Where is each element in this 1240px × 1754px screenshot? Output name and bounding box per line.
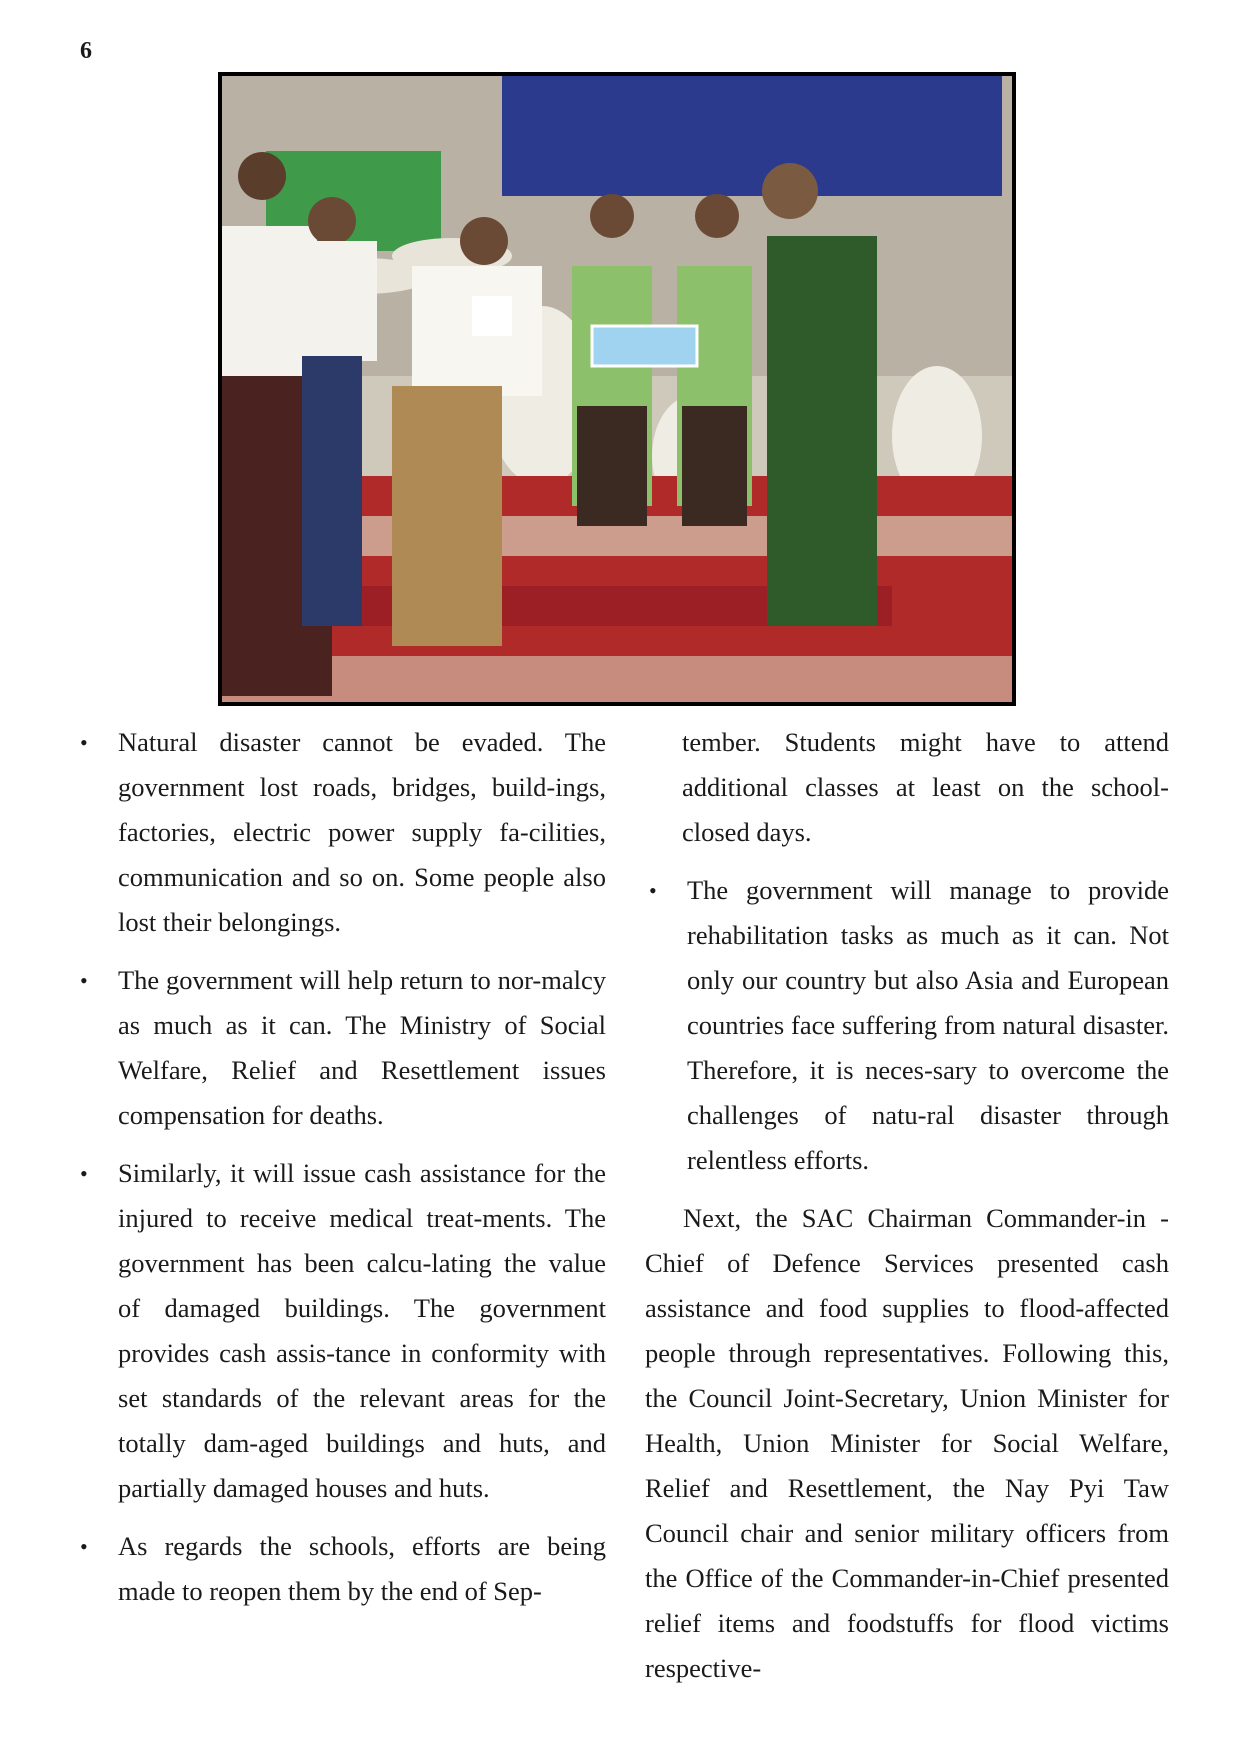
- continued-bullet-text: tember. Students might have to attend additional classes at least on the school-closed days.: [682, 727, 1169, 847]
- bullet-item: • The government will help return to nor-malcy as much as it can. The Ministry of Social Welfare, Relief and Resettlement issues compensation for deaths.: [76, 958, 606, 1138]
- bullet-item: • The government will manage to provide rehabilitation tasks as much as it can. Not only our country but also Asia and European countries face suffering from natural disaster. Therefore, it is neces-sary to overcome the challenges of natu-ral disaster through relentless efforts.: [645, 868, 1169, 1183]
- right-column: [645, 720, 1169, 1691]
- bullet-item: • As regards the schools, efforts are being made to reopen them by the end of Sep-: [76, 1524, 606, 1614]
- bullet-item: • Natural disaster cannot be evaded. The government lost roads, bridges, build-ings, factories, electric power supply fa-cilities, communication and so on. Some people also lost their belongings.: [76, 720, 606, 945]
- left-bullet-list: [76, 720, 606, 1614]
- photo-icon: [222, 76, 1012, 702]
- body-paragraph: Next, the SAC Chairman Commander-in -Chief of Defence Services presented cash assistance and food supplies to flood-affected people through representatives. Following this, the Council Joint-Secretary, Union Minister for Health, Union Minister for Social Welfare, Relief and Resettlement, the Nay Pyi Taw Council chair and senior military officers from the Office of the Commander-in-Chief presented relief items and foodstuffs for flood victims respective-: [645, 1203, 1169, 1683]
- news-photo: [218, 72, 1016, 706]
- page-number: 6: [80, 38, 92, 64]
- bullet-item: • Similarly, it will issue cash assistance for the injured to receive medical treat-ments. The government has been calcu-lating the value of damaged buildings. The government provides cash assis-tance in conformity with set standards of the relevant areas for the totally dam-aged buildings and huts, and partially damaged houses and huts.: [76, 1151, 606, 1511]
- left-column: [76, 720, 606, 1627]
- right-bullet-list: [645, 868, 1169, 1183]
